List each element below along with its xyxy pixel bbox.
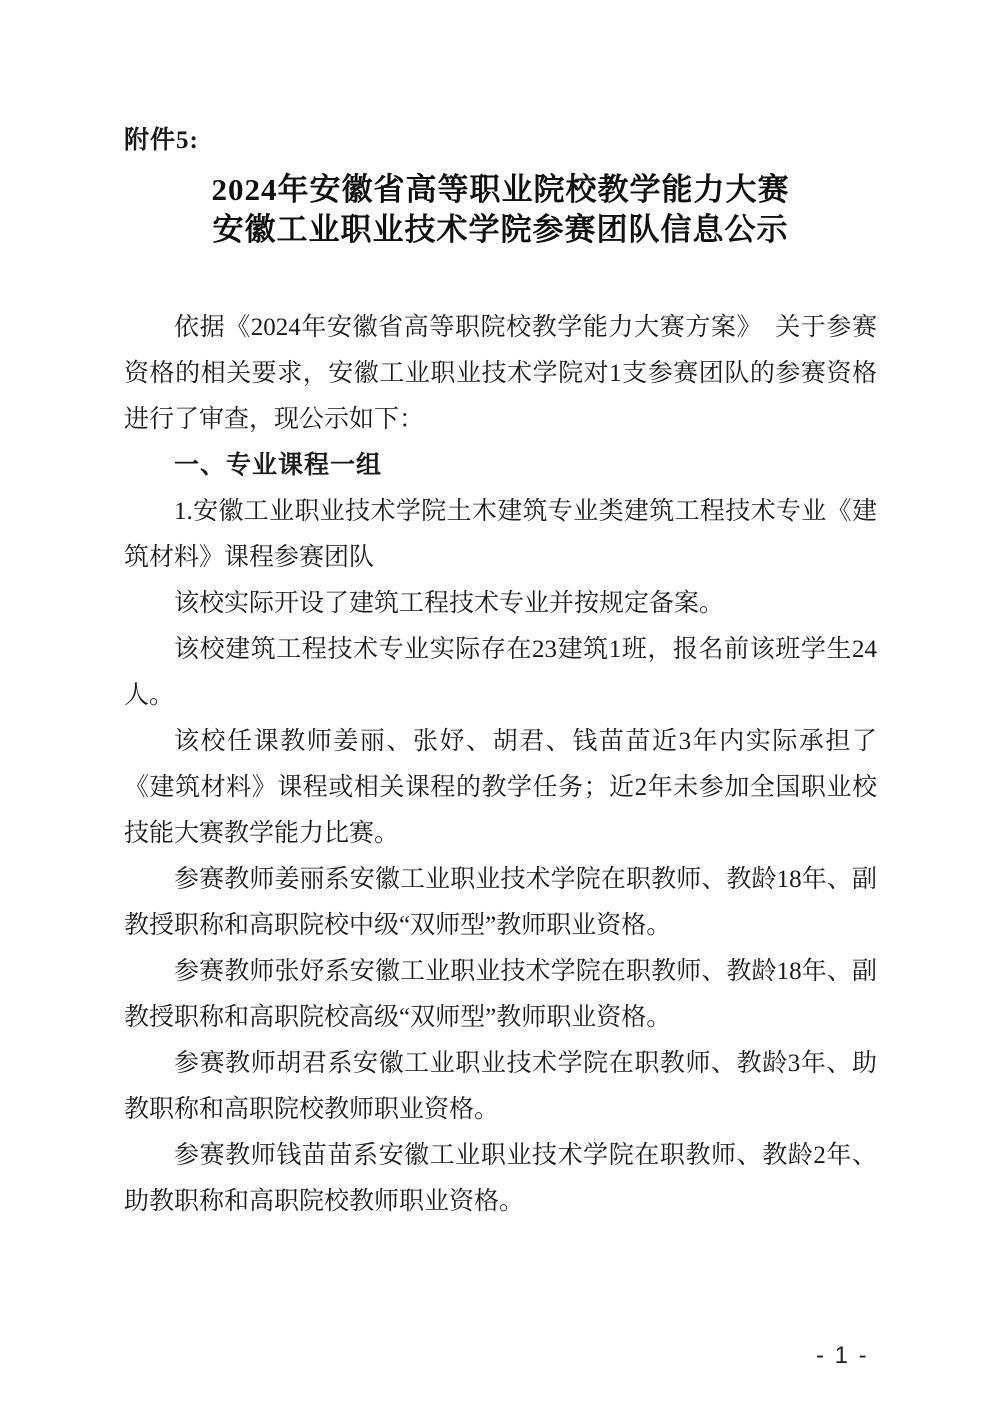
document-body bbox=[124, 305, 877, 1225]
paragraph-intro: 依据《2024年安徽省高等职院校教学能力大赛方案》 关于参赛资格的相关要求，安徽工业职业技术学院对1支参赛团队的参赛资格进行了审查，现公示如下： bbox=[124, 314, 877, 433]
document-content bbox=[124, 126, 877, 1225]
paragraph-teacher-jiangli: 参赛教师姜丽系安徽工业职业技术学院在职教师、教龄18年、副教授职称和高职院校中级“双师型”教师职业资格。 bbox=[124, 866, 877, 939]
page-number: - 1 - bbox=[816, 1342, 869, 1369]
title-line-2: 安徽工业职业技术学院参赛团队信息公示 bbox=[212, 212, 789, 247]
title-line-1: 2024年安徽省高等职业院校教学能力大赛 bbox=[211, 172, 790, 207]
paragraph-teacher-zhangyu: 参赛教师张妤系安徽工业职业技术学院在职教师、教龄18年、副教授职称和高职院校高级“双师型”教师职业资格。 bbox=[124, 958, 877, 1031]
paragraph-teachers-overview: 该校任课教师姜丽、张妤、胡君、钱苗苗近3年内实际承担了《建筑材料》课程或相关课程的教学任务；近2年未参加全国职业校技能大赛教学能力比赛。 bbox=[124, 728, 877, 847]
paragraph-team: 1.安徽工业职业技术学院土木建筑专业类建筑工程技术专业《建筑材料》课程参赛团队 bbox=[124, 498, 877, 571]
paragraph-class-info: 该校建筑工程技术专业实际存在23建筑1班，报名前该班学生24人。 bbox=[124, 636, 877, 709]
paragraph-teacher-hujun: 参赛教师胡君系安徽工业职业技术学院在职教师、教龄3年、助教职称和高职院校教师职业资格。 bbox=[124, 1050, 877, 1123]
paragraph-major-registered: 该校实际开设了建筑工程技术专业并按规定备案。 bbox=[174, 590, 725, 617]
section-heading-group-1: 一、专业课程一组 bbox=[174, 452, 383, 479]
attachment-label: 附件5: bbox=[124, 127, 199, 154]
paragraph-teacher-qianmiaomiao: 参赛教师钱苗苗系安徽工业职业技术学院在职教师、教龄2年、助教职称和高职院校教师职业资格。 bbox=[124, 1142, 877, 1215]
document-title bbox=[124, 170, 877, 250]
